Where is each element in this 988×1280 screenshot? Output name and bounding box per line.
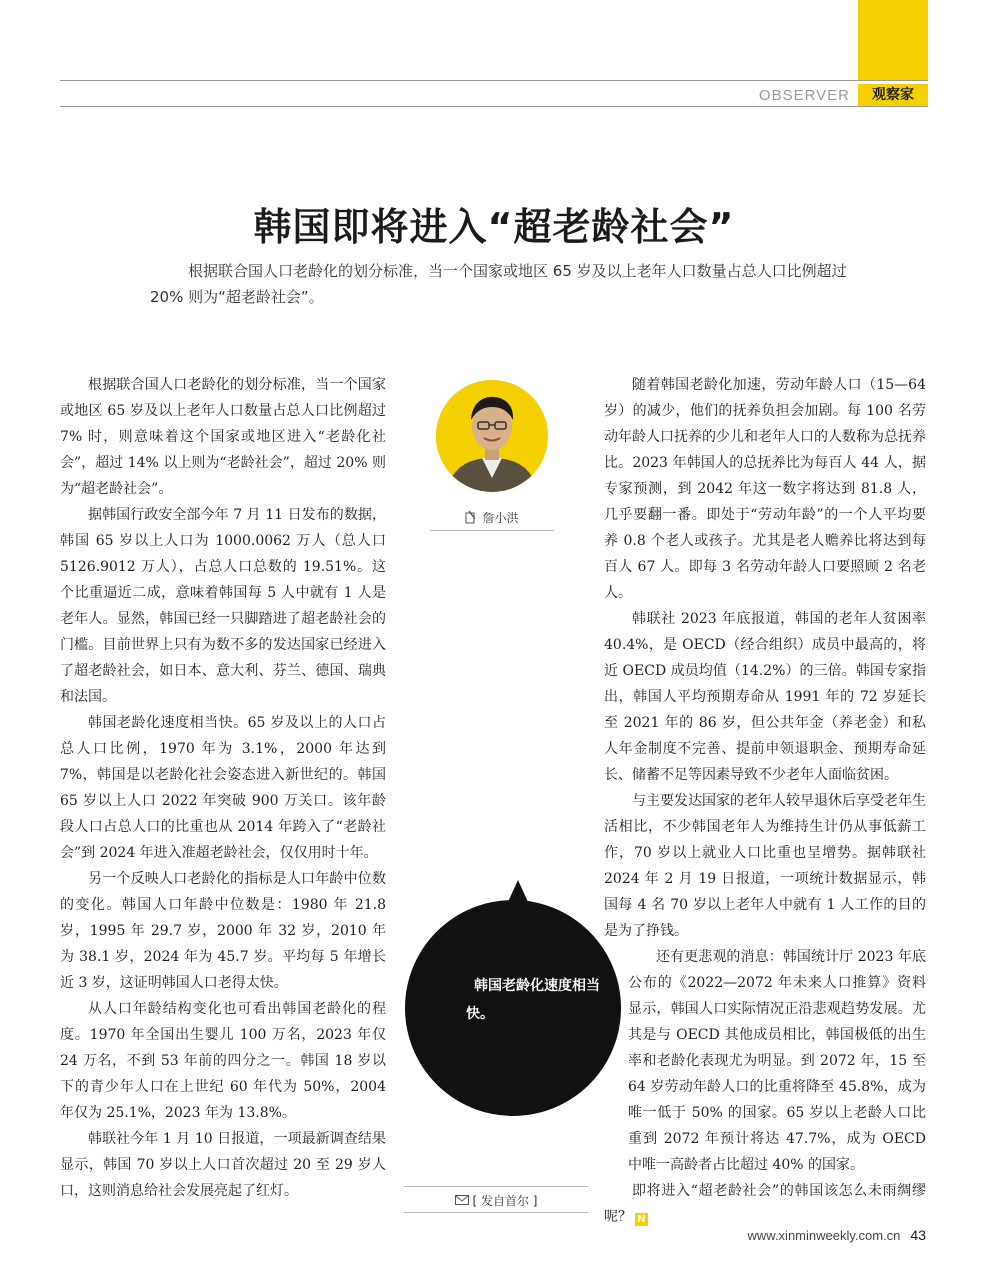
section-header: [60, 84, 928, 106]
article-title: 韩国即将进入“超老龄社会”: [253, 205, 735, 249]
header-top-rule: [60, 80, 928, 81]
page-number: 43: [910, 1227, 926, 1243]
pen-icon: [465, 510, 477, 524]
dateline-text: [ 发自首尔 ]: [472, 1193, 538, 1208]
paragraph: 据韩国行政安全部今年 7 月 11 日发布的数据，韩国 65 岁以上人口为 1000.0062 万人（总人口 5126.9012 万人），占总人口总数的 19.51%。这个比重逼近二成，意味着韩国每 5 人中就有 1 人是老年人。显然，韩国已经一只脚踏进了超老龄社会的门槛。目前世界上只有为数不多的发达国家已经进入了超老龄社会，如日本、意大利、芬兰、德国、瑞典和法国。: [60, 507, 386, 705]
footer-url[interactable]: www.xinminweekly.com.cn: [747, 1227, 901, 1243]
yellow-corner-tab: [858, 0, 928, 80]
paragraph: 与主要发达国家的老年人较早退休后享受老年生活相比，不少韩国老年人为维持生计仍从事低薪工作，70 岁以上就业人口比重也呈增势。据韩联社 2024 年 2 月 19 日报道，一项统计数据显示，韩国每 4 名 70 岁以上老年人中就有 1 人工作的目的是为了挣钱。: [604, 793, 926, 939]
paragraph: 随着韩国老龄化加速，劳动年龄人口（15—64 岁）的减少，他们的抚养负担会加剧。每 100 名劳动年龄人口抚养的少儿和老年人口的人数称为总抚养比。2023 年韩国人的总抚养比为每百人 44 人，据专家预测，到 2042 年这一数字将达到 81.8 人，几乎要翻一番。即处于“劳动年龄”的一个人平均要养 0.8 个老人或孩子。尤其是老人赡养比将达到每百人 67 人。即每 3 名劳动年龄人口要照顾 2 名老人。: [604, 377, 926, 601]
section-name-cn: 观察家: [858, 84, 928, 106]
right-column: [604, 372, 926, 1230]
page-footer: [748, 1226, 927, 1244]
end-mark-icon: N: [635, 1213, 648, 1226]
dateline-bottom-rule: [404, 1212, 588, 1213]
author-underline: [430, 530, 554, 531]
author-portrait-illustration: [436, 380, 548, 492]
paragraph: 还有更悲观的消息：韩国统计厅 2023 年底公布的《2022—2072 年未来人口推算》资料显示，韩国人口实际情况正沿悲观趋势发展。尤其是与 OECD 其他成员相比，韩国极低的出生率和老龄化表现尤为明显。到 2072 年，15 至 64 岁劳动年龄人口的比重将降至 45.8%，成为唯一低于 50% 的国家。65 岁以上老龄人口比重到 2072 年预计将达 47.7%，成为 OECD 中唯一高龄者占比超过 40% 的国家。: [628, 949, 926, 1173]
paragraph: 从人口年龄结构变化也可看出韩国老龄化的程度。1970 年全国出生婴儿 100 万名，2023 年仅 24 万名，不到 53 年前的四分之一。韩国 18 岁以下的青少年人口在上世纪 60 年代为 50%，2004 年仅为 25.1%，2023 年为 13.8%。: [60, 1001, 386, 1121]
article-subtitle: 根据联合国人口老龄化的划分标准，当一个国家或地区 65 岁及以上老年人口数量占总人口比例超过 20% 则为“超老龄社会”。: [150, 262, 847, 306]
left-column: [60, 372, 386, 1204]
pull-quote-pointer: [508, 880, 528, 902]
paragraph: 韩国老龄化速度相当快。65 岁及以上的人口占总人口比例，1970 年为 3.1%，2000 年达到 7%，韩国是以老龄化社会姿态进入新世纪的。韩国 65 岁以上人口 2022 年突破 900 万关口。该年龄段人口占总人口的比重也从 2014 年跨入了“老龄社会”到 2024 年进入准超老龄社会，仅仅用时十年。: [60, 715, 386, 861]
pull-quote-text: 韩国老龄化速度相当快。: [466, 978, 600, 1022]
paragraph: 根据联合国人口老龄化的划分标准，当一个国家或地区 65 岁及以上老年人口数量占总人口比例超过 7% 时，则意味着这个国家或地区进入“老龄化社会”，超过 14% 以上则为“老龄社会”，超过 20% 则为“超老龄社会”。: [60, 377, 386, 497]
paragraph-closing: [604, 1178, 926, 1230]
paragraph: 韩联社今年 1 月 10 日报道，一项最新调查结果显示，韩国 70 岁以上人口首次超过 20 至 29 岁人口，这则消息给社会发展亮起了红灯。: [60, 1131, 386, 1199]
section-name-en: OBSERVER: [758, 86, 850, 104]
header-bottom-rule: [60, 106, 928, 107]
dateline-top-rule: [404, 1186, 588, 1187]
author-portrait: [436, 380, 548, 492]
closing-text: 即将进入“超老龄社会”的韩国该怎么未雨绸缪呢？: [604, 1183, 926, 1225]
paragraph: 韩联社 2023 年底报道，韩国的老年人贫困率 40.4%，是 OECD（经合组织）成员中最高的，将近 OECD 成员均值（14.2%）的三倍。韩国专家指出，韩国人平均预期寿命从 1991 年的 72 岁延长至 2021 年的 86 岁，但公共年金（养老金）和私人年金制度不完善、提前申领退职金、预期寿命延长、储蓄不足等因素导致不少老年人面临贫困。: [604, 611, 926, 783]
dateline: [404, 1191, 588, 1209]
author-name: 詹小洪: [482, 510, 519, 525]
paragraph: 另一个反映人口老龄化的指标是人口年龄中位数的变化。韩国人口年龄中位数是：1980 年 21.8 岁，1995 年 29.7 岁，2000 年 32 岁，2010 年为 38.1 岁，2024 年为 45.7 岁。平均每 5 年增长近 3 岁，这证明韩国人口老得太快。: [60, 871, 386, 991]
author-byline: [430, 507, 554, 527]
envelope-icon: [455, 1195, 469, 1205]
